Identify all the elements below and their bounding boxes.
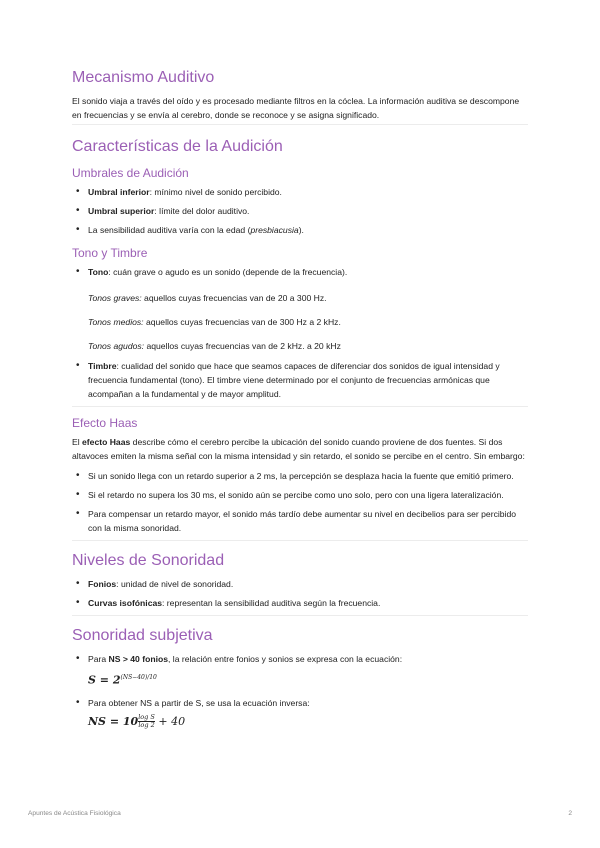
- section-title-niveles: Niveles de Sonoridad: [72, 552, 225, 569]
- list-item: • Para compensar un retardo mayor, el sonido más tardío debe aumentar su nivel en decibelios para ser percibido con la misma sonoridad.: [88, 507, 528, 535]
- list-item: • Umbral inferior: mínimo nivel de sonido percibido.: [88, 185, 528, 199]
- tono-agudo: Tonos agudos: aquellos cuyas frecuencias van de 2 kHz. a 20 kHz: [88, 341, 341, 351]
- subsection-title-umbrales: Umbrales de Audición: [72, 166, 189, 180]
- list-item: • Curvas isofónicas: representan la sensibilidad auditiva según la frecuencia.: [88, 596, 528, 610]
- footer-title: Apuntes de Acústica Fisiológica: [28, 810, 121, 817]
- divider: [72, 124, 528, 125]
- section-title-caracteristicas: Características de la Audición: [72, 138, 283, 155]
- page-footer: [28, 810, 572, 817]
- list-item: • La sensibilidad auditiva varía con la edad (presbiacusia).: [88, 223, 528, 237]
- divider: [72, 540, 528, 541]
- list-item: • Si un sonido llega con un retardo superior a 2 ms, la percepción se desplaza hacia la fuente que emitió primero.: [88, 469, 528, 483]
- list-item: • Timbre: cualidad del sonido que hace que seamos capaces de diferenciar dos sonidos de igual intensidad y frecuencia fundamental (tono). El timbre viene determinado por el conjunto de frecuencias armónicas que acompañan a la fundamental y de mayor amplitud.: [88, 359, 528, 401]
- tono-grave: Tonos graves: aquellos cuyas frecuencias van de 20 a 300 Hz.: [88, 293, 327, 303]
- list-item: • Para NS > 40 fonios, la relación entre fonios y sonios se expresa con la ecuación: $S = 2^{(NS-40)/10}$: [88, 652, 528, 691]
- list-item: • Si el retardo no supera los 30 ms, el sonido aún se percibe como uno solo, pero con una ligera lateralización.: [88, 488, 528, 502]
- equation-fonios: NS = 10 $\frac{\text{log S}}{\log 2}$ + 40: [88, 713, 186, 730]
- tono-list: [72, 265, 528, 401]
- niveles-list: [72, 577, 528, 610]
- equation-sonios: $S = 2^{(NS-40)/10}$: [88, 673, 157, 687]
- list-item: • Para obtener NS a partir de S, se usa la ecuación inversa: NS = 10 $\frac{\text{log S}}{\log 2}$ + 40: [88, 696, 528, 732]
- section-title-mecanismo: Mecanismo Auditivo: [72, 69, 215, 86]
- list-item: • Fonios: unidad de nivel de sonoridad.: [88, 577, 528, 591]
- mecanismo-body: El sonido viaja a través del oído y es procesado mediante filtros en la cóclea. La información auditiva se descompone en frecuencias y se envía al cerebro, donde se reconoce y se asigna significado.: [72, 96, 520, 120]
- section-title-sonoridad: Sonoridad subjetiva: [72, 627, 213, 644]
- sonoridad-list: [72, 652, 528, 732]
- haas-body: El efecto Haas describe cómo el cerebro percibe la ubicación del sonido cuando proviene de dos fuentes. Si dos altavoces emiten la misma señal con la misma intensidad y sin retardo, el sonido se percibe en el centro. Sin embargo:: [72, 437, 525, 461]
- divider: [72, 615, 528, 616]
- list-item: • Umbral superior: límite del dolor auditivo.: [88, 204, 528, 218]
- tono-medio: Tonos medios: aquellos cuyas frecuencias van de 300 Hz a 2 kHz.: [88, 317, 341, 327]
- page-number: 2: [568, 810, 572, 817]
- divider: [72, 406, 528, 407]
- page-content: [72, 68, 528, 737]
- subsection-title-tono: Tono y Timbre: [72, 246, 148, 260]
- subsection-title-haas: Efecto Haas: [72, 416, 138, 430]
- list-item: • Tono: cuán grave o agudo es un sonido (depende de la frecuencia). Tonos graves: aquellos cuyas frecuencias van de 20 a 300 Hz. Tonos medios: aquellos cuyas frecuencias van de 300 Hz a 2 kHz. Tonos agudos: aquellos cuyas frecuencias van de 2 kHz. a 20 kHz: [88, 265, 528, 353]
- umbrales-list: [72, 185, 528, 237]
- haas-list: [72, 469, 528, 535]
